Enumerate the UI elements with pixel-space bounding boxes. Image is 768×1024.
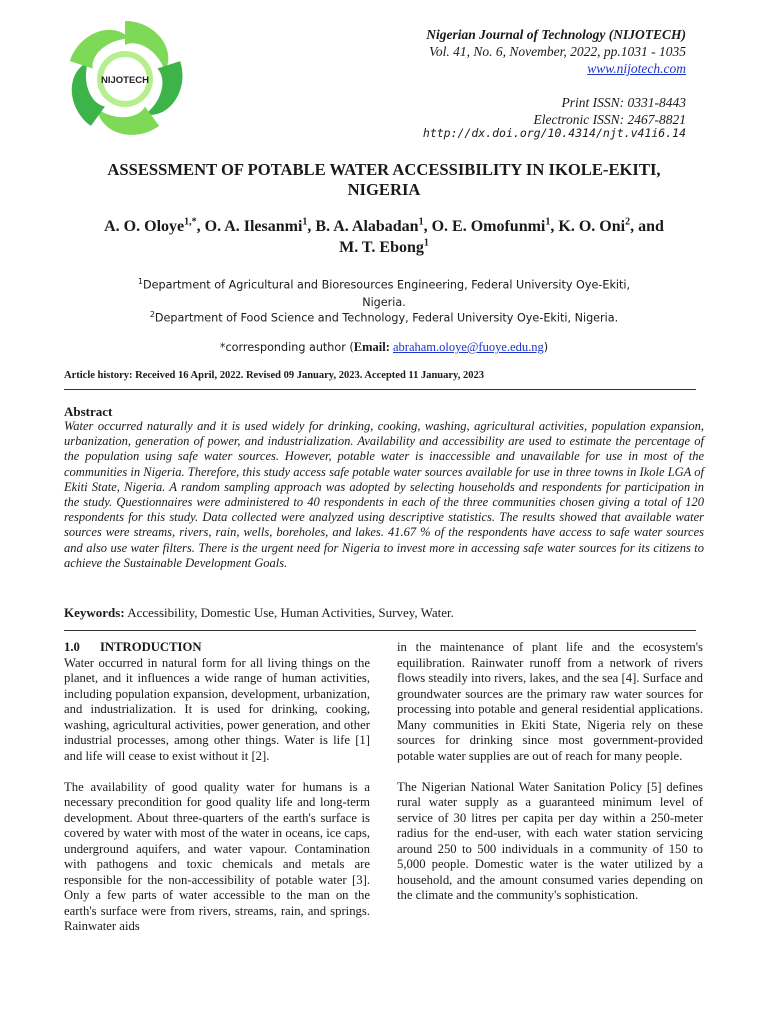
section-title: INTRODUCTION [100,640,202,654]
author-sup: 1 [418,216,424,228]
author-sup: 1 [302,216,308,228]
author-sup: 1 [423,237,429,249]
nijotech-logo [64,18,186,140]
author-name: M. T. Ebong [339,239,424,256]
print-issn: Print ISSN: 0331-8443 [561,95,686,110]
author-name: , O. E. Omofunmi [423,218,546,235]
keywords-text: Accessibility, Domestic Use, Human Activities, Survey, Water. [127,605,454,620]
paragraph: in the maintenance of plant life and the ecosystem's equilibration. Rainwater runoff from a network of rivers flows steadily into rivers, lakes, and the sea [4]. Surface and groundwater sources are the primary raw water sources for processing into potable and general residential applications. Many communities in Ekiti State, Nigeria rely on these sources for drinking since most government-provided potable water supplies are out of reach for many people. [397,640,703,763]
doi-link[interactable]: http://dx.doi.org/10.4314/njt.v41i6.14 [422,126,686,140]
affiliation-text: Department of Agricultural and Bioresources Engineering, Federal University Oye-Ekiti, [142,278,631,292]
author-conjunction: , and [630,218,664,235]
keywords [64,605,454,621]
corresponding-author [64,340,704,355]
divider [64,630,696,631]
article-history: Article history: Received 16 April, 2022. Revised 09 January, 2023. Accepted 11 January, 2023 [64,370,484,381]
journal-name: Nigerian Journal of Technology (NIJOTECH) [426,27,686,42]
affiliation-sup: 2 [149,310,155,319]
corresponding-label: *corresponding author ( [219,341,354,354]
author-sup: 1,* [184,216,197,228]
left-column [64,640,370,950]
abstract-heading: Abstract [64,404,113,419]
author-name: , K. O. Oni [550,218,626,235]
paragraph: The Nigerian National Water Sanitation Policy [5] defines rural water supply as a guaranteed minimum level of service of 30 litres per capita per day within a 250-meter radius for the end-user, with each water station servicing around 250 to 500 individuals in a community of 150 to 5,000 people. Domestic water is the water utilized by a household, and the amount consumed varies depending on the climate and the community's sophistication. [397,779,703,902]
divider [64,389,696,390]
title-line-2: NIGERIA [347,180,421,199]
paragraph: The availability of good quality water for humans is a necessary precondition for good quality life and long-term development. About three-quarters of the earth's surface is covered by water with most of the water in oceans, ice caps, underground aquifers, and water vapour. Contamination with pathogens and toxic chemicals and metals are responsible for the non-accessibility of potable water [3]. Only a few parts of water accessible to the man on the earth's surface were from rivers, streams, rain, and springs. Rainwater aids [64,779,370,933]
author-name: , B. A. Alabadan [307,218,419,235]
author-list [64,216,704,258]
right-column [397,640,703,919]
author-sup: 1 [545,216,551,228]
email-label: Email: [353,340,393,354]
issn-block [534,94,686,128]
paragraph: Water occurred in natural form for all living things on the planet, and it influences a wide range of human activities, including population expansion, development, urbanization, and industrialization. It is used for drinking, cooking, washing, agricultural activities, power generation, and other industrial processes, among other things. Water is life [1] and life will cease to exist without it [2]. [64,655,370,763]
corresponding-close: ) [543,341,549,354]
title-line-1: ASSESSMENT OF POTABLE WATER ACCESSIBILITY IN IKOLE-EKITI, [107,160,661,179]
author-name: A. O. Oloye [104,218,185,235]
affiliation-text: Nigeria. [362,295,406,309]
keywords-label: Keywords: [64,605,125,620]
section-heading [64,640,370,656]
section-number: 1.0 [64,640,80,654]
journal-info [426,26,686,77]
logo-text: NIJOTECH [100,75,150,86]
electronic-issn: Electronic ISSN: 2467-8821 [533,112,686,127]
journal-url-link[interactable]: www.nijotech.com [587,61,686,76]
abstract-text: Water occurred naturally and it is used widely for drinking, cooking, washing, agricultural activities, population expansion, urbanization, generation of power, and industrialization. Availability and accessibility are used to estimate the percentage of the population using safe water sources. However, potable water is inaccessible and unavailable for use in most of the communities in Nigeria. Therefore, this study access safe potable water sources available for use in three towns in Ikole LGA of Ekiti State, Nigeria. A random sampling approach was adopted by selecting households and respondents for participation in the study. Questionnaires were administered to 40 respondents in each of the three communities chosen giving a total of 120 respondents for this study. Data collected were analyzed using descriptive statistics. The results showed that available water sources were streams, rivers, rain, wells, boreholes, and lakes. 41.67 % of the respondents have access to safe water sources and also use water filters. There is the urgent need for Nigeria to invest more in accessing safe water sources for its citizens to achieve the Sustainable Development Goals. [64,419,704,570]
journal-volume: Vol. 41, No. 6, November, 2022, pp.1031 - 1035 [429,44,686,59]
email-link[interactable]: abraham.oloye@fuoye.edu.ng [393,340,544,354]
paper-title [64,160,704,200]
affiliation-2 [64,306,704,327]
author-sup: 2 [625,216,631,228]
author-name: , O. A. Ilesanmi [196,218,303,235]
affiliation-sup: 1 [137,277,143,286]
affiliation-text: Department of Food Science and Technology, Federal University Oye-Ekiti, Nigeria. [154,311,619,325]
